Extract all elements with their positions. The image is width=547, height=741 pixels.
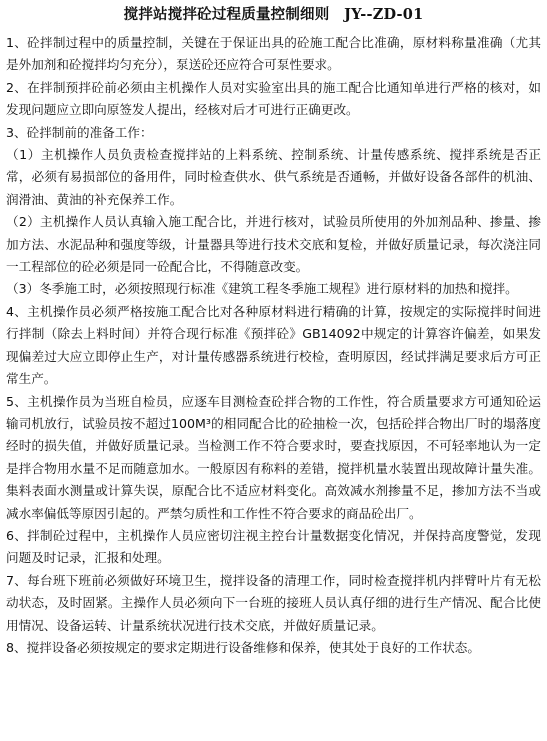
document-body [6,32,541,659]
paragraph-4: 4、主机操作员必须严格按施工配合比对各种原材料进行精确的计算，按规定的实际搅拌时间进行拌制（除去上料时间）并符合现行标准《预拌砼》GB14092中规定的计算容许偏差，如果发现偏差过大应立即停止生产，对计量传感器系统进行校检，查明原因，经试拌满足要求后方可正常生产。 [6,303,541,387]
paragraph-3-2: （2）主机操作人员认真输入施工配合比，并进行核对，试验员所使用的外加剂品种、掺量、掺加方法、水泥品种和强度等级，计量器具等进行技术交底和复检，并做好质量记录，每次浇注同一工程部位的砼必须是同一砼配合比，不得随意改变。 [6,214,541,275]
paragraph-1: 1、砼拌制过程中的质量控制，关键在于保证出具的砼施工配合比准确，原材料称量准确（尤其是外加剂和砼搅拌均匀充分），泵送砼还应符合可泵性要求。 [6,35,541,73]
paragraph-8: 8、搅拌设备必须按规定的要求定期进行设备维修和保养，使其处于良好的工作状态。 [6,639,480,655]
paragraph-2: 2、在拌制预拌砼前必须由主机操作人员对实验室出具的施工配合比通知单进行严格的核对，如发现问题应立即向原签发人提出，经核对后才可进行正确更改。 [6,79,541,118]
paragraph-6: 6、拌制砼过程中，主机操作人员应密切注视主控台计量数据变化情况，并保持高度警觉，发现问题及时记录，汇报和处理。 [6,527,541,566]
paragraph-3-1: （1）主机操作人员负责检查搅拌站的上料系统、控制系统、计量传感系统、搅拌系统是否正常，必须有易损部位的备用件，同时检查供水、供气系统是否通畅，并做好设备各部件的机油、润滑油、黄油的补充保养工作。 [6,147,541,207]
paragraph-3: 3、砼拌制前的准备工作： [6,124,153,140]
paragraph-3-3: （3）冬季施工时，必须按照现行标准《建筑工程冬季施工规程》进行原材料的加热和搅拌。 [6,281,518,297]
document-title: 搅拌站搅拌砼过程质量控制细则 JY--ZD-01 [123,6,424,23]
paragraph-7: 7、每台班下班前必须做好环境卫生，搅拌设备的清理工作，同时检查搅拌机内拌臂叶片有无松动状态，及时固紧。主操作人员必须向下一台班的接班人员认真仔细的进行生产情况、配合比使用情况、设备运转、计量系统状况进行技术交底，并做好质量记录。 [6,572,541,633]
paragraph-5: 5、主机操作员为当班自检员，应逐车目测检查砼拌合物的工作性，符合质量要求方可通知砼运输司机放行，试验员按不超过100M³的相同配合比的砼抽检一次，包括砼拌合物出厂时的塌落度经时的损失值，并做好质量记录。当检测工作不符合要求时，要查找原因，不可轻率地认为一定是拌合物用水量不足而随意加水。一般原因有称料的差错，搅拌机量水装置出现故障计量失准。集料表面水测量或计算失误，原配合比不适应材料变化。高效减水剂掺量不足，掺加方法不当或减水率偏低等原因引起的。严禁匀质性和工作性不符合要求的商品砼出厂。 [6,393,541,521]
